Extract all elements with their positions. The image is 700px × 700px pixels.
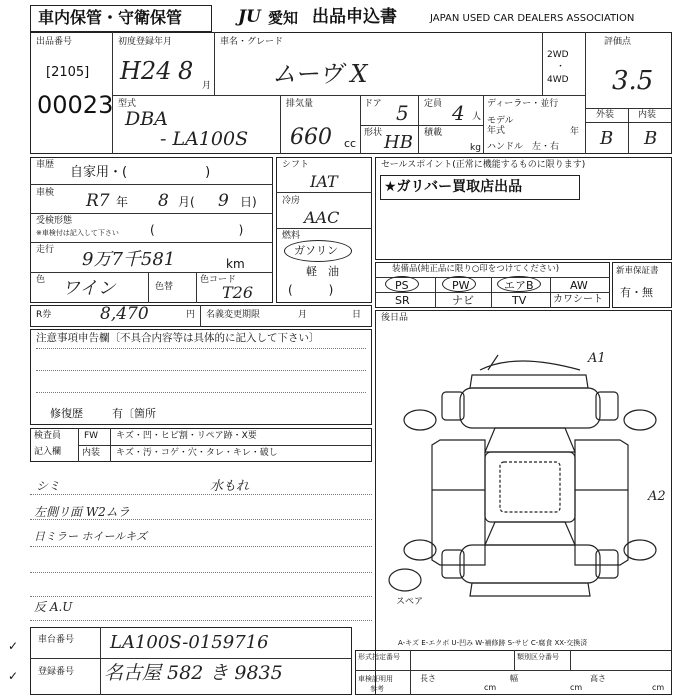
inspector-int-items: キズ・汚・コゲ・穴・タレ・キレ・破し [116,448,278,458]
load-unit: kg [470,143,481,153]
inspection-era: R7 [86,191,110,211]
notes-label: 注意事項申告欄〔不具合内容等は具体的に記入して下さい〕 [36,332,320,344]
rating-interior-value: B [644,128,658,149]
circle-pw [442,276,476,292]
model-label: 型式 [118,99,137,109]
spec-designated-label: 形式指定番号 [358,653,400,661]
equip-tv: TV [512,294,527,307]
rating-exterior-label: 外装 [596,110,615,120]
first-reg-era: H24 [120,57,172,85]
circle-ps [385,276,419,292]
name-change-label: 名義変更期限 [206,310,261,320]
chassis-label: 車台番号 [38,635,75,645]
rating-interior-label: 内装 [638,110,657,120]
equip-aw: AW [570,279,588,292]
car-damage-diagram [380,340,670,620]
spec-cert-label: 車検証明用 [358,675,393,683]
inspector-label-2: 記入欄 [34,447,62,457]
color-change-label: 色替 [155,282,174,292]
spec-length-label: 長さ [420,674,436,683]
inspector-label-1: 検査員 [34,431,62,441]
r-ticket-unit: 円 [186,310,196,320]
fuel-gasoline: ガソリン [294,244,338,257]
drive-dot: ・ [556,62,566,72]
rear-seat-label: 後日品 [381,313,409,323]
rating-label: 評価点 [604,37,632,47]
warranty-label: 新車保証書 [616,266,659,276]
model-value-2: - LA100S [160,128,249,150]
memo-line-1-right: 水もれ [210,479,250,494]
inspector-int: 内装 [82,448,101,458]
check-mark-2: ✓ [8,669,19,683]
equipment-label: 装備品(純正品に限り○印をつけてください) [392,264,560,274]
import-form-paren: ( ) [150,223,244,237]
capacity-unit: 人 [472,112,482,122]
shift-value: IAT [310,172,338,191]
displacement-label: 排気量 [286,99,314,109]
capacity-value: 4 [452,101,465,125]
association-en: JAPAN USED CAR DEALERS ASSOCIATION [430,13,635,24]
shape-value: HB [384,132,413,153]
inspector-fw: FW [84,431,99,441]
equip-airbag: エアB [504,279,534,292]
memo-line-3: 日ミラー ホイールキズ [34,530,148,543]
import-form-note: ※車検付は記入して下さい [36,229,119,237]
damage-mark-a1: A1 [588,351,606,366]
doors-label: ドア [364,99,382,109]
aircon-value: AAC [304,208,340,227]
memo-line-2: 左側リ面 W2ムラ [34,505,130,519]
check-mark-1: ✓ [8,639,19,653]
sales-point-value: ★ガリバー買取店出品 [384,179,523,195]
spec-cm-1: cm [484,683,497,692]
color-code-value: T26 [222,283,254,302]
repair-label: 修復歴 [50,407,83,420]
mileage-label: 走行 [36,245,55,255]
lot-number: 00023 [37,91,114,119]
spare-label: スペア [396,597,424,607]
inspection-year-unit: 年 [116,195,129,209]
car-name-label: 車名・グレード [220,37,284,47]
shape-label: 形状 [364,128,383,138]
drive-4wd: 4WD [547,75,569,85]
damage-mark-a2: A2 [648,489,666,504]
equip-seat: カワシート [553,294,603,305]
color-value: ワイン [62,278,116,299]
handle-label: ハンドル 左・右 [487,142,560,152]
equip-pw: PW [452,279,470,292]
drive-2wd: 2WD [547,50,569,60]
doors-value: 5 [396,101,409,125]
model-year-unit: 年 [570,127,580,137]
damage-legend: A-キズ E-エクボ U-凹み W-補修跡 S-サビ C-腐食 XX-交換済 [398,639,588,647]
repair-value: 有〔箇所 [112,407,156,420]
dealer-label: ディーラー・並行 [487,99,559,109]
spec-cm-3: cm [652,683,665,692]
history-value: 自家用・( ) [70,165,211,180]
inspection-month: 8 [158,191,169,211]
mileage-unit: km [226,257,245,271]
inspector-fw-items: キズ・凹・ヒビ割・リペア跡・X要 [116,431,257,441]
warranty-options: 有・無 [620,286,653,299]
sales-point-label: セールスポイント(正常に機能するものに限ります) [381,160,586,170]
capacity-label: 定員 [424,99,443,109]
sales-point-box [375,157,672,260]
car-name-value: ムーヴ X [272,60,368,88]
r-ticket-box [30,305,372,327]
rating-exterior-value: B [600,128,614,149]
spec-class-label: 類別区分番号 [517,653,559,661]
lot-bracket: [2105] [46,65,90,80]
inspection-month-unit: 月( [178,195,195,209]
inspection-day: 9 [218,191,229,211]
circle-airbag [497,276,541,292]
inspection-label: 車検 [36,188,55,198]
registration-label: 登録番号 [38,667,75,677]
name-change-day: 日 [352,310,362,320]
displacement-unit: cc [344,137,357,150]
spec-cm-2: cm [570,683,583,692]
color-label: 色 [36,275,46,285]
model-year-label: モデル 年式 [487,116,514,136]
r-ticket-value: 8,470 [100,304,149,324]
chassis-value: LA100S-0159716 [110,632,269,653]
shift-label: シフト [282,160,310,170]
displacement-value: 660 [290,125,332,150]
registration-value: 名古屋 582 き 9835 [104,662,283,684]
spec-height-label: 高さ [590,674,606,683]
first-reg-label: 初度登録年月 [118,37,173,47]
document-title: 出品申込書 [312,7,397,27]
aircon-label: 冷房 [282,196,301,206]
inspection-day-unit: 日) [240,195,257,209]
fuel-label: 燃料 [282,231,301,241]
history-label: 車歴 [36,160,55,170]
spec-width-label: 幅 [510,674,518,683]
ju-logo: JU [238,7,261,27]
first-reg-month-unit: 月 [202,81,212,91]
fuel-light-oil: 軽 油 [306,265,339,278]
equip-sr: SR [395,294,410,307]
memo-line-1: シミ [36,479,61,493]
first-reg-month: 8 [178,57,194,85]
fuel-paren: ( ) [288,283,334,297]
rating-value: 3.5 [612,66,654,96]
equip-navi: ナビ [452,294,474,307]
mileage-value: 9万7千581 [82,249,176,270]
lot-label: 出品番号 [36,37,73,47]
storage-label: 車内保管・守衛保管 [38,8,183,27]
model-value-1: DBA [125,108,168,130]
import-form-label: 受検形態 [36,216,73,226]
name-change-month: 月 [298,310,308,320]
r-ticket-label: R券 [36,310,52,320]
load-label: 積載 [424,128,443,138]
memo-line-4: 反 A.U [34,600,73,614]
association-jp: 愛知 [268,9,299,27]
spec-ref-label: 参考 [370,685,384,693]
color-code-label: 色コード [200,275,237,285]
equip-ps: PS [395,279,409,292]
